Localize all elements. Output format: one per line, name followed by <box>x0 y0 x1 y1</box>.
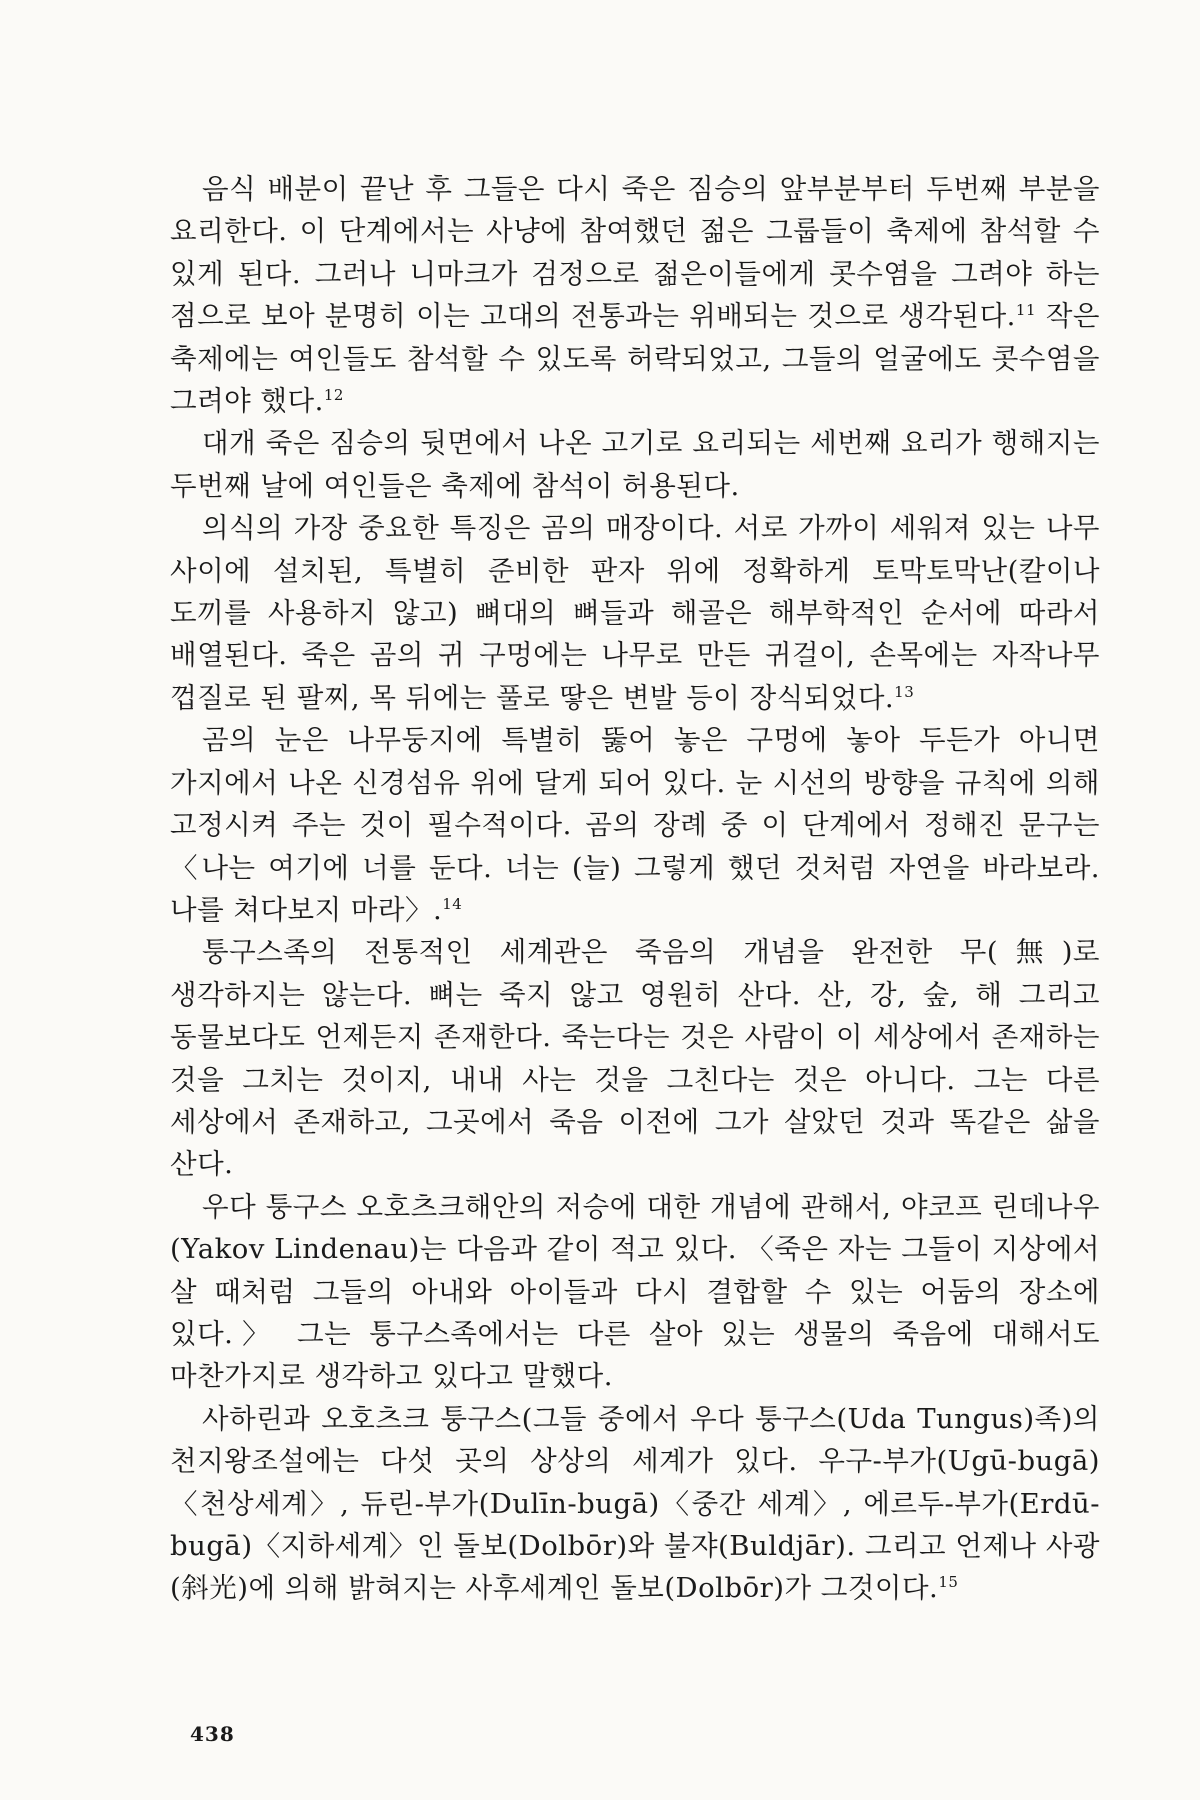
page-number: 438 <box>190 1722 235 1746</box>
paragraph-text: 의식의 가장 중요한 특징은 곰의 매장이다. 서로 가까이 세워져 있는 나무 사이에 설치된, 특별히 준비한 판자 위에 정확하게 토막토막난(칼이나 도끼를 사용하지 않고) 뼈대의 뼈들과 해골은 해부학적인 순서에 따라서 배열된다. 죽은 곰의 귀 구멍에는 나무로 만든 귀걸이, 손목에는 자작나무 껍질로 된 팔찌, 목 뒤에는 풀로 땋은 변발 등이 장식되었다. <box>170 512 1100 714</box>
footnote-ref: 13 <box>894 682 915 701</box>
paragraph-1 <box>170 168 1100 422</box>
paragraph-3 <box>170 507 1100 719</box>
paragraph-6 <box>170 1186 1100 1398</box>
footnote-ref: 12 <box>323 385 344 404</box>
paragraph-text: 사하린과 오호츠크 퉁구스(그들 중에서 우다 퉁구스(Uda Tungus)족)의 천지왕조설에는 다섯 곳의 상상의 세계가 있다. 우구-부가(Ugū-bugā)〈천상세계〉, 듀린-부가(Dulīn-bugā)〈중간 세계〉, 에르두-부가(Erdū-bugā)〈지하세계〉인 돌보(Dolbōr)와 불쟈(Buldjār). 그리고 언제나 사광(斜光)에 의해 밝혀지는 사후세계인 돌보(Dolbōr)가 그것이다. <box>170 1402 1100 1605</box>
paragraph-4 <box>170 719 1100 931</box>
paragraph-text: 우다 퉁구스 오호츠크해안의 저승에 대한 개념에 관해서, 야코프 린데나우(Yakov Lindenau)는 다음과 같이 적고 있다. 〈죽은 자는 그들이 지상에서 살 때처럼 그들의 아내와 아이들과 다시 결합할 수 있는 어둠의 장소에 있다.〉 그는 퉁구스족에서는 다른 살아 있는 생물의 죽음에 대해서도 마찬가지로 생각하고 있다고 말했다. <box>170 1190 1100 1393</box>
footnote-ref: 14 <box>442 894 463 913</box>
paragraph-text: 퉁구스족의 전통적인 세계관은 죽음의 개념을 완전한 무(無)로 생각하지는 않는다. 뼈는 죽지 않고 영원히 산다. 산, 강, 숲, 해 그리고 동물보다도 언제든지 존재한다. 죽는다는 것은 사람이 이 세상에서 존재하는 것을 그치는 것이지, 내내 사는 것을 그친다는 것은 아니다. 그는 다른 세상에서 존재하고, 그곳에서 죽음 이전에 그가 살았던 것과 똑같은 삶을 산다. <box>170 936 1100 1181</box>
paragraph-text: 대개 죽은 짐승의 뒷면에서 나온 고기로 요리되는 세번째 요리가 행해지는 두번째 날에 여인들은 축제에 참석이 허용된다. <box>170 427 1100 502</box>
paragraph-text: 음식 배분이 끝난 후 그들은 다시 죽은 짐승의 앞부분부터 두번째 부분을 요리한다. 이 단계에서는 사냥에 참여했던 젊은 그룹들이 축제에 참석할 수 있게 된다. 그러나 니마크가 검정으로 젊은이들에게 콧수염을 그려야 하는 점으로 보아 분명히 이는 고대의 전통과는 위배되는 것으로 생각된다. <box>170 173 1100 333</box>
paragraph-text: 곰의 눈은 나무둥지에 특별히 뚫어 놓은 구멍에 놓아 두든가 아니면 가지에서 나온 신경섬유 위에 달게 되어 있다. 눈 시선의 방향을 규칙에 의해 고정시켜 주는 것이 필수적이다. 곰의 장례 중 이 단계에서 정해진 문구는 〈나는 여기에 너를 둔다. 너는 (늘) 그렇게 했던 것처럼 자연을 바라보라. 나를 쳐다보지 마라〉. <box>170 724 1100 926</box>
paragraph-7 <box>170 1398 1100 1610</box>
paragraph-5 <box>170 931 1100 1185</box>
body-text <box>170 168 1100 1610</box>
footnote-ref: 15 <box>938 1573 959 1592</box>
paragraph-text: 작은 축제에는 여인들도 참석할 수 있도록 허락되었고, 그들의 얼굴에도 콧수염을 그려야 했다. <box>170 300 1101 418</box>
footnote-ref: 11 <box>1015 301 1037 320</box>
paragraph-2 <box>170 422 1100 507</box>
